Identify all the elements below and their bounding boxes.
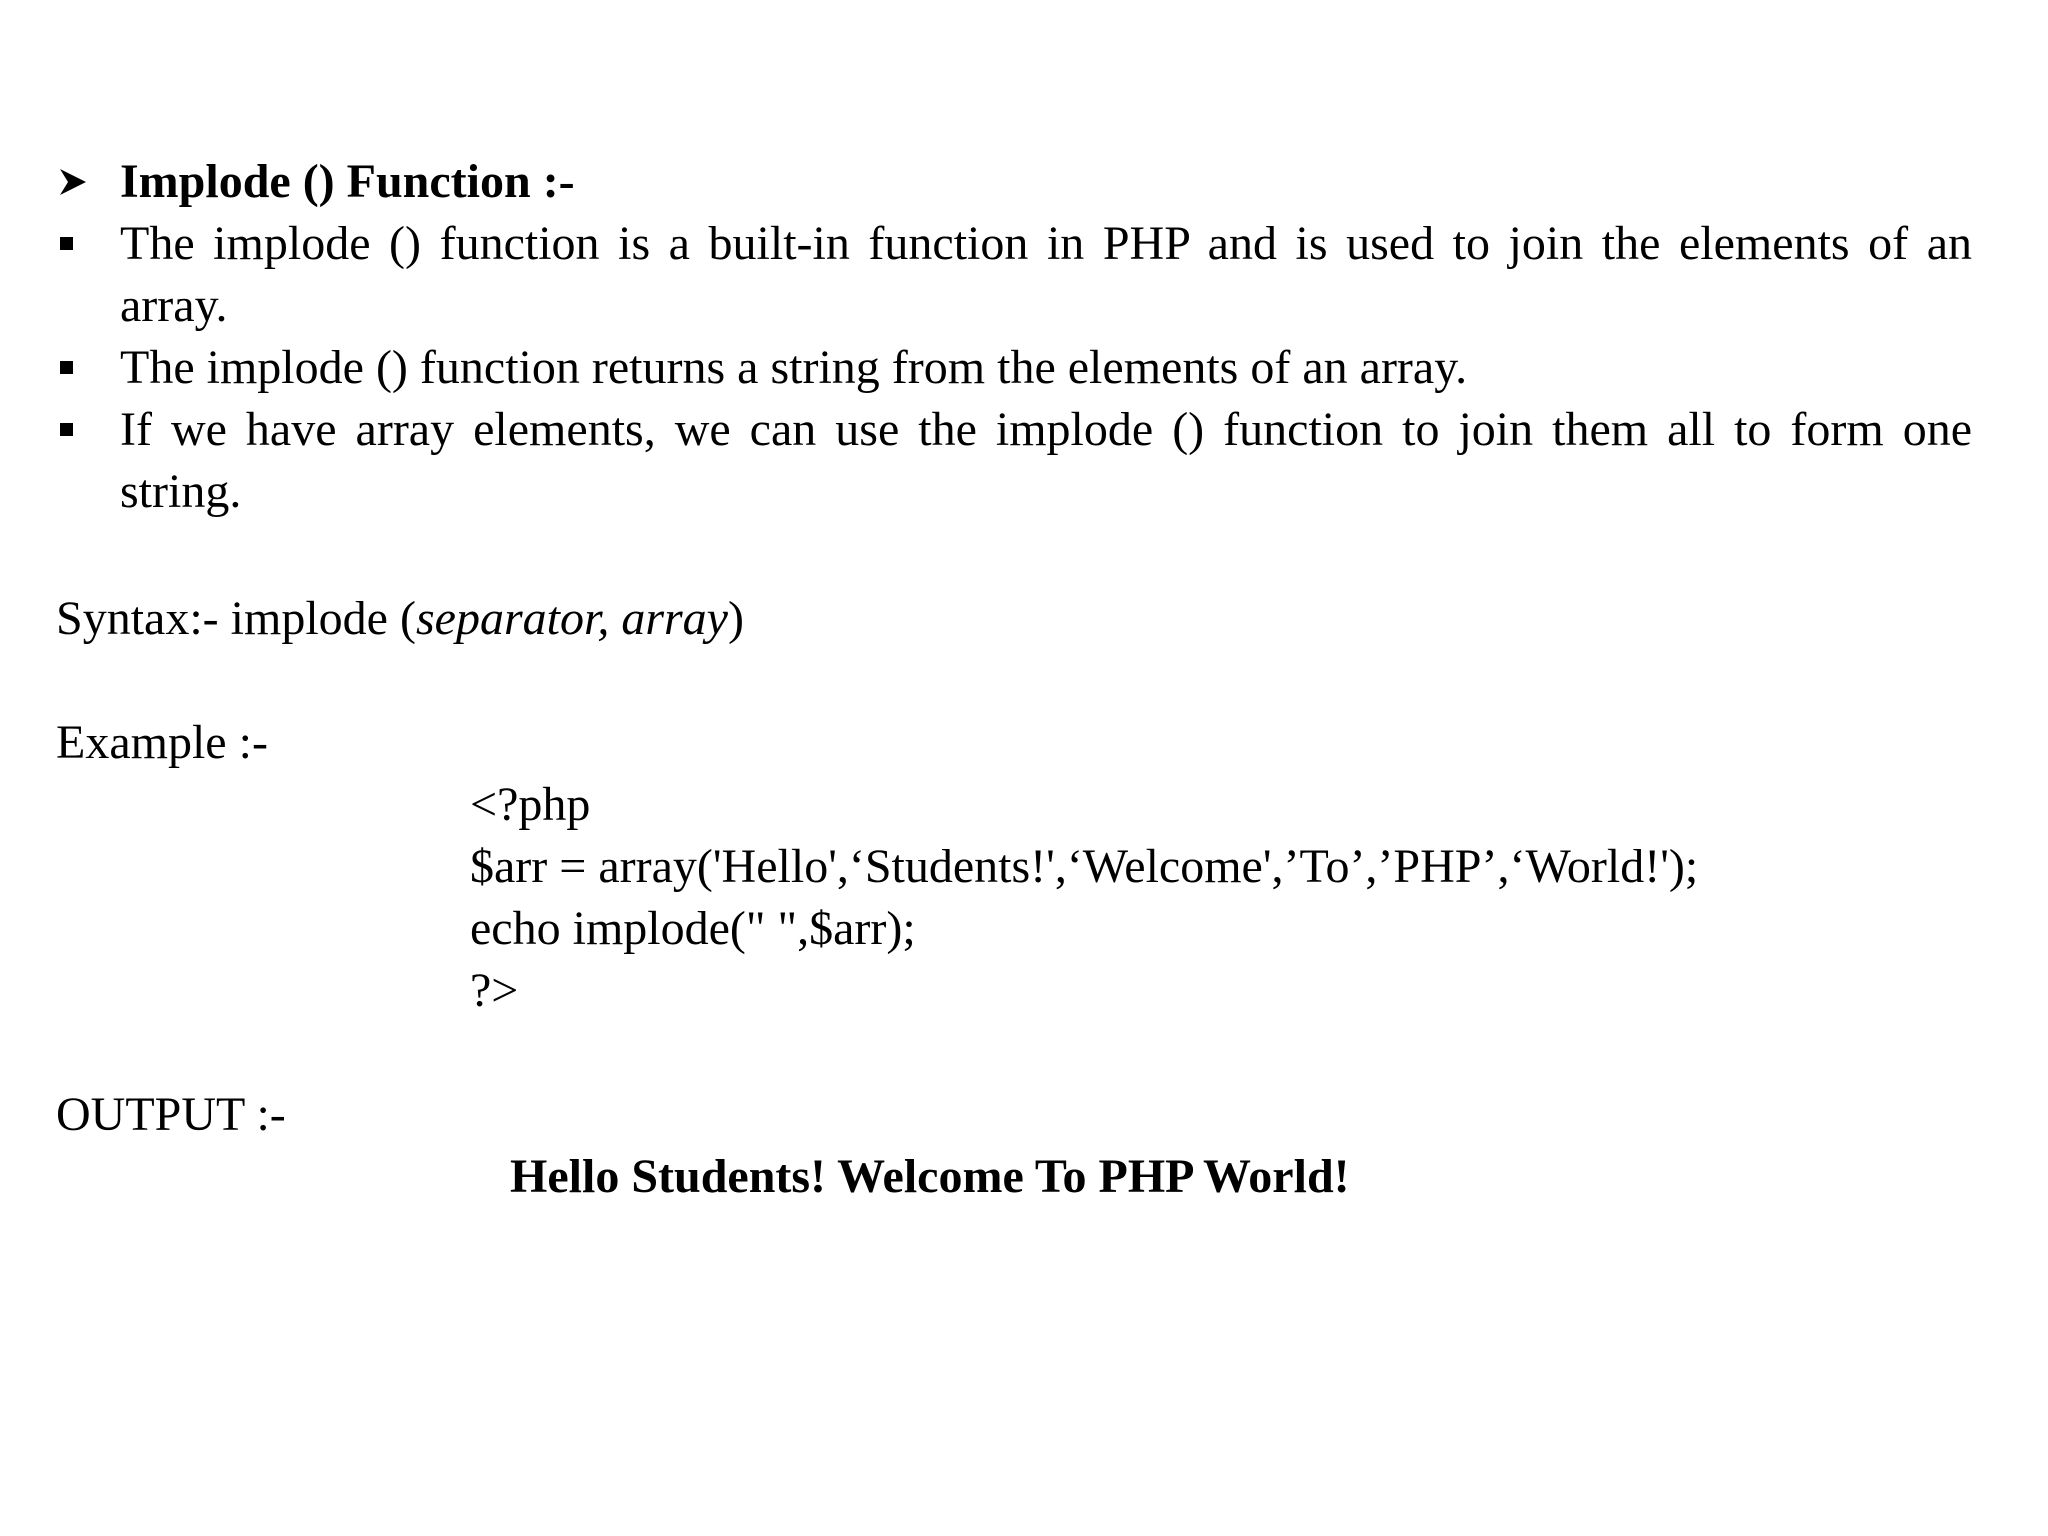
syntax-suffix: ) [727,592,744,645]
section-heading [56,151,575,213]
syntax-line [56,588,744,650]
code-line: ?> [470,964,519,1017]
bullet-list [56,213,1972,523]
arrow-bullet-icon [56,151,96,213]
bullet-text: The implode () function is a built-in function in PHP and is used to join the elements of an array. [120,217,1972,332]
bullet-text: If we have array elements, we can use the implode () function to join them all to form one string. [120,403,1972,518]
example-label: Example :- [56,716,268,769]
output-label: OUTPUT :- [56,1088,286,1141]
square-bullet-icon [60,423,73,436]
code-block [470,774,1698,1022]
square-bullet-icon [60,361,73,374]
code-line: $arr = array('Hello',‘Students!',‘Welcome',’To’,’PHP’,‘World!'); [470,840,1699,893]
code-line: echo implode(" ",$arr); [470,902,916,955]
code-line: <?php [470,778,591,831]
bullet-text: The implode () function returns a string from the elements of an array. [120,341,1468,394]
list-item [56,399,1972,523]
heading-text: Implode () Function :- [120,155,575,208]
syntax-params: separator, array [415,592,728,645]
square-bullet-icon [60,237,73,250]
list-item [56,213,1972,337]
output-value: Hello Students! Welcome To PHP World! [510,1150,1350,1203]
syntax-prefix: Syntax:- implode ( [56,592,416,645]
list-item [56,337,1972,399]
